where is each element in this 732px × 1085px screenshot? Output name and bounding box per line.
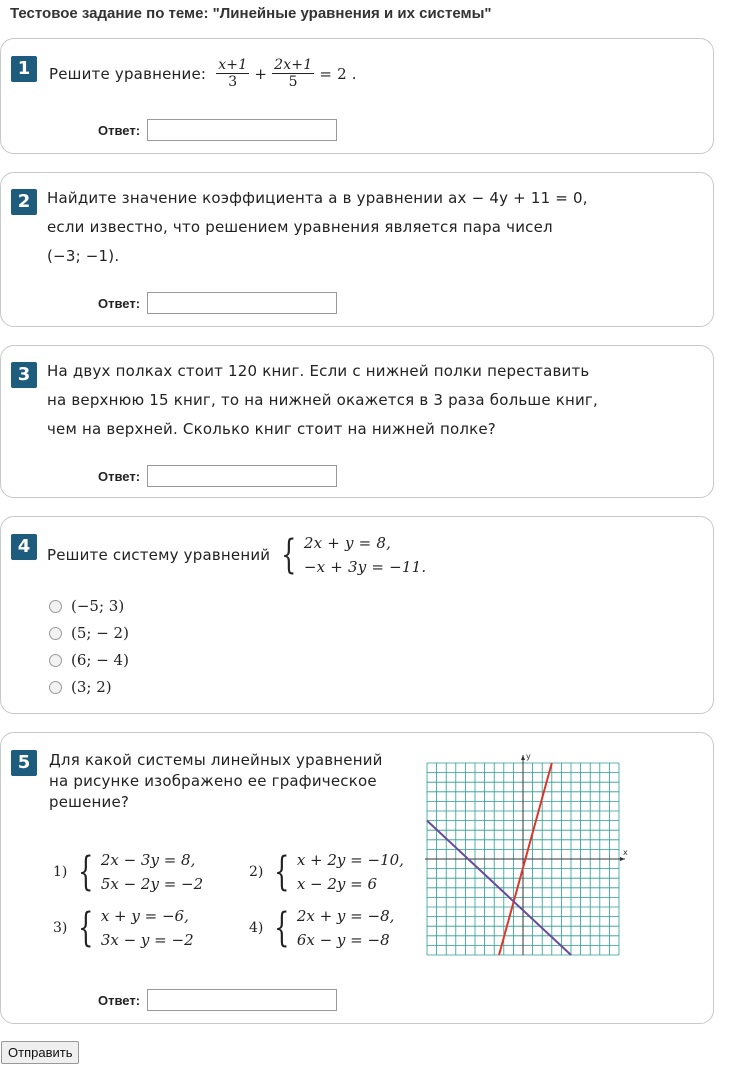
coordinate-graph bbox=[419, 751, 629, 961]
answer-label-3: Ответ: bbox=[98, 469, 141, 484]
system-option-4: 4) { 2x + y = −8, 6x − y = −8 bbox=[249, 905, 395, 951]
option-2-label: (5; − 2) bbox=[71, 624, 129, 642]
fraction-2-denominator: 5 bbox=[288, 74, 298, 90]
radio-button-2[interactable] bbox=[49, 627, 62, 640]
answer-label-5: Ответ: bbox=[98, 993, 141, 1008]
question-3-line-2: на верхнюю 15 книг, то на нижней окажется в 3 раза больше книг, bbox=[47, 391, 598, 409]
question-5-line-2: на рисунке изображено ее графическое bbox=[49, 772, 377, 790]
radio-button-4[interactable] bbox=[49, 681, 62, 694]
system-option-2-eq1: x + 2y = −10, bbox=[296, 851, 404, 869]
fraction-2-numerator: 2x+1 bbox=[274, 57, 313, 73]
system-option-2-eq2: x − 2y = 6 bbox=[296, 875, 378, 893]
system-option-4-number: 4) bbox=[249, 920, 264, 936]
system-eq-1: 2x + y = 8, bbox=[303, 534, 392, 552]
question-number-5: 5 bbox=[11, 750, 37, 776]
question-4-text bbox=[47, 531, 426, 579]
question-1-prompt: Решите уравнение: bbox=[49, 64, 207, 83]
option-3[interactable] bbox=[49, 651, 129, 669]
question-3-line-3: чем на верхней. Сколько книг стоит на нижней полке? bbox=[47, 420, 496, 438]
option-2[interactable] bbox=[49, 624, 129, 642]
question-number-3: 3 bbox=[11, 362, 37, 388]
plus-sign: + bbox=[254, 64, 268, 83]
question-2-line-1: Найдите значение коэффициента a в уравнении ax − 4y + 11 = 0, bbox=[47, 189, 588, 207]
system-option-1-eq2: 5x − 2y = −2 bbox=[100, 875, 204, 893]
system-option-3-eq1: x + y = −6, bbox=[100, 907, 189, 925]
x-axis-arrow bbox=[620, 857, 625, 861]
answer-input-5[interactable] bbox=[147, 989, 337, 1011]
question-1-text bbox=[49, 57, 357, 90]
question-2-line-2: если известно, что решением уравнения является пара чисел bbox=[47, 218, 553, 236]
option-1[interactable] bbox=[49, 597, 124, 615]
question-card-2 bbox=[0, 172, 714, 327]
fraction-1-denominator: 3 bbox=[228, 74, 238, 90]
question-number-4: 4 bbox=[11, 534, 37, 560]
option-3-label: (6; − 4) bbox=[71, 651, 129, 669]
radio-button-1[interactable] bbox=[49, 600, 62, 613]
option-4-label: (3; 2) bbox=[71, 678, 112, 696]
question-card-1 bbox=[0, 38, 714, 154]
system-option-4-eq2: 6x − y = −8 bbox=[296, 931, 390, 949]
system-option-3: 3) { x + y = −6, 3x − y = −2 bbox=[53, 905, 194, 951]
system-option-3-eq2: 3x − y = −2 bbox=[100, 931, 194, 949]
question-5-line-1: Для какой системы линейных уравнений bbox=[49, 751, 383, 769]
answer-input-1[interactable] bbox=[147, 119, 337, 141]
fraction-1 bbox=[216, 57, 249, 90]
question-number-2: 2 bbox=[11, 189, 37, 215]
question-3-line-1: На двух полках стоит 120 книг. Если с нижней полки переставить bbox=[47, 362, 590, 380]
option-1-label: (−5; 3) bbox=[71, 597, 125, 615]
equation-system-4 bbox=[276, 531, 426, 579]
page-title: Тестовое задание по теме: "Линейные уравнения и их системы" bbox=[10, 5, 492, 22]
submit-button[interactable]: Отправить bbox=[1, 1041, 79, 1064]
system-option-1-number: 1) bbox=[53, 864, 68, 880]
question-number-1: 1 bbox=[11, 56, 37, 82]
equation-rhs: = 2 . bbox=[319, 64, 357, 83]
answer-label-1: Ответ: bbox=[98, 123, 141, 138]
question-card-3 bbox=[0, 345, 714, 498]
question-card-5 bbox=[0, 732, 714, 1024]
system-option-4-eq1: 2x + y = −8, bbox=[296, 907, 395, 925]
system-option-3-number: 3) bbox=[53, 920, 68, 936]
system-option-1-eq1: 2x − 3y = 8, bbox=[100, 851, 196, 869]
question-4-prompt: Решите систему уравнений bbox=[47, 546, 271, 564]
question-2-line-3: (−3; −1). bbox=[47, 247, 120, 265]
answer-input-2[interactable] bbox=[147, 292, 337, 314]
system-option-1: 1) { 2x − 3y = 8, 5x − 2y = −2 bbox=[53, 849, 204, 895]
y-axis-label: y bbox=[526, 752, 531, 761]
y-axis-arrow bbox=[521, 755, 525, 760]
question-card-4 bbox=[0, 516, 714, 714]
radio-button-3[interactable] bbox=[49, 654, 62, 667]
system-option-2-number: 2) bbox=[249, 864, 264, 880]
answer-input-3[interactable] bbox=[147, 465, 337, 487]
fraction-2 bbox=[272, 57, 314, 90]
system-eq-2: −x + 3y = −11. bbox=[303, 558, 427, 576]
option-4[interactable] bbox=[49, 678, 112, 696]
x-axis-label: x bbox=[623, 848, 628, 857]
question-5-line-3: решение? bbox=[49, 793, 130, 811]
fraction-1-numerator: x+1 bbox=[218, 57, 248, 73]
system-option-2: 2) { x + 2y = −10, x − 2y = 6 bbox=[249, 849, 404, 895]
brace: { bbox=[281, 532, 297, 578]
answer-label-2: Ответ: bbox=[98, 296, 141, 311]
